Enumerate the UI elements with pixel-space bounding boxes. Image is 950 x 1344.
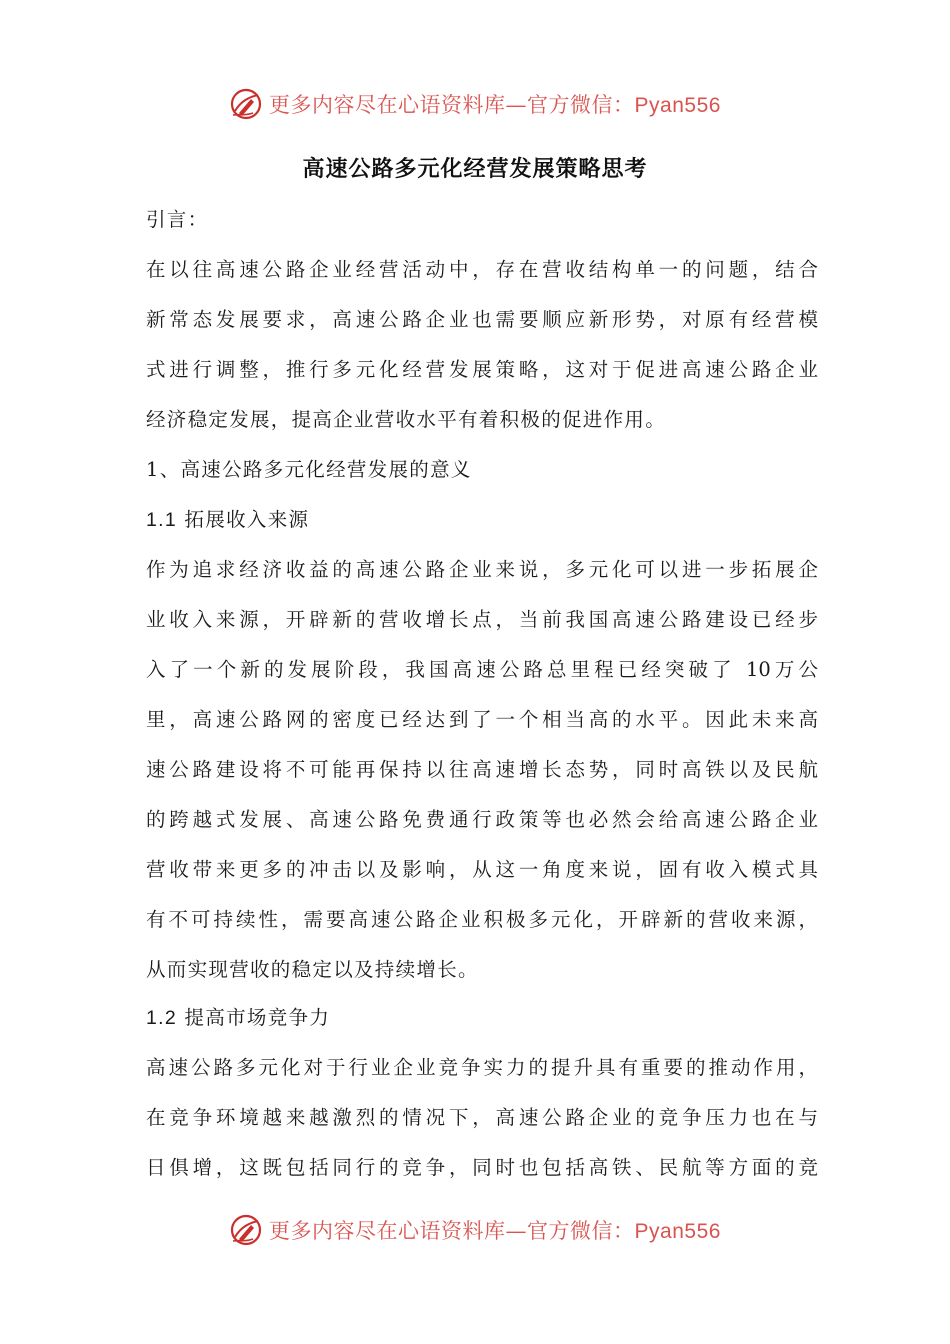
section-1-2-line: 在竞争环境越来越激烈的情况下，高速公路企业的竞争压力也在与 [146,1106,818,1129]
watermark-text: 更多内容尽在心语资料库—官方微信：Pyan556 [269,1219,721,1243]
section-1-1-heading: 1.1 拓展收入来源 [146,508,310,531]
section-1-2-line: 高速公路多元化对于行业企业竞争实力的提升具有重要的推动作用， [146,1056,818,1079]
pen-signature-logo-icon [229,87,263,121]
section-1-heading: 1、高速公路多元化经营发展的意义 [146,458,472,481]
intro-line: 式进行调整，推行多元化经营发展策略，这对于促进高速公路企业 [146,358,818,381]
intro-line: 在以往高速公路企业经营活动中，存在营收结构单一的问题，结合 [146,258,818,281]
section-1-1-line: 营收带来更多的冲击以及影响，从这一角度来说，固有收入模式具 [146,858,818,881]
section-1-1-line: 业收入来源，开辟新的营收增长点，当前我国高速公路建设已经步 [146,608,818,631]
intro-label: 引言： [146,208,209,231]
intro-line: 新常态发展要求，高速公路企业也需要顺应新形势，对原有经营模 [146,308,818,331]
document-title: 高速公路多元化经营发展策略思考 [302,156,648,182]
section-1-1-line: 入了一个新的发展阶段，我国高速公路总里程已经突破了 10万公 [146,658,818,681]
header-watermark [0,84,950,124]
section-1-1-line: 的跨越式发展、高速公路免费通行政策等也必然会给高速公路企业 [146,808,818,831]
section-1-1-line: 速公路建设将不可能再保持以往高速增长态势，同时高铁以及民航 [146,758,818,781]
footer-watermark [0,1210,950,1250]
section-1-1-line: 有不可持续性，需要高速公路企业积极多元化，开辟新的营收来源， [146,908,818,931]
section-1-1-line: 从而实现营收的稳定以及持续增长。 [146,958,479,981]
section-1-2-heading: 1.2 提高市场竞争力 [146,1006,331,1029]
pen-signature-logo-icon [229,1213,263,1247]
intro-line: 经济稳定发展，提高企业营收水平有着积极的促进作用。 [146,408,667,431]
section-1-2-line: 日俱增，这既包括同行的竞争，同时也包括高铁、民航等方面的竞 [146,1156,818,1179]
watermark-text: 更多内容尽在心语资料库—官方微信：Pyan556 [269,93,721,117]
section-1-1-line: 里，高速公路网的密度已经达到了一个相当高的水平。因此未来高 [146,708,818,731]
section-1-1-line: 作为追求经济收益的高速公路企业来说，多元化可以进一步拓展企 [146,558,818,581]
